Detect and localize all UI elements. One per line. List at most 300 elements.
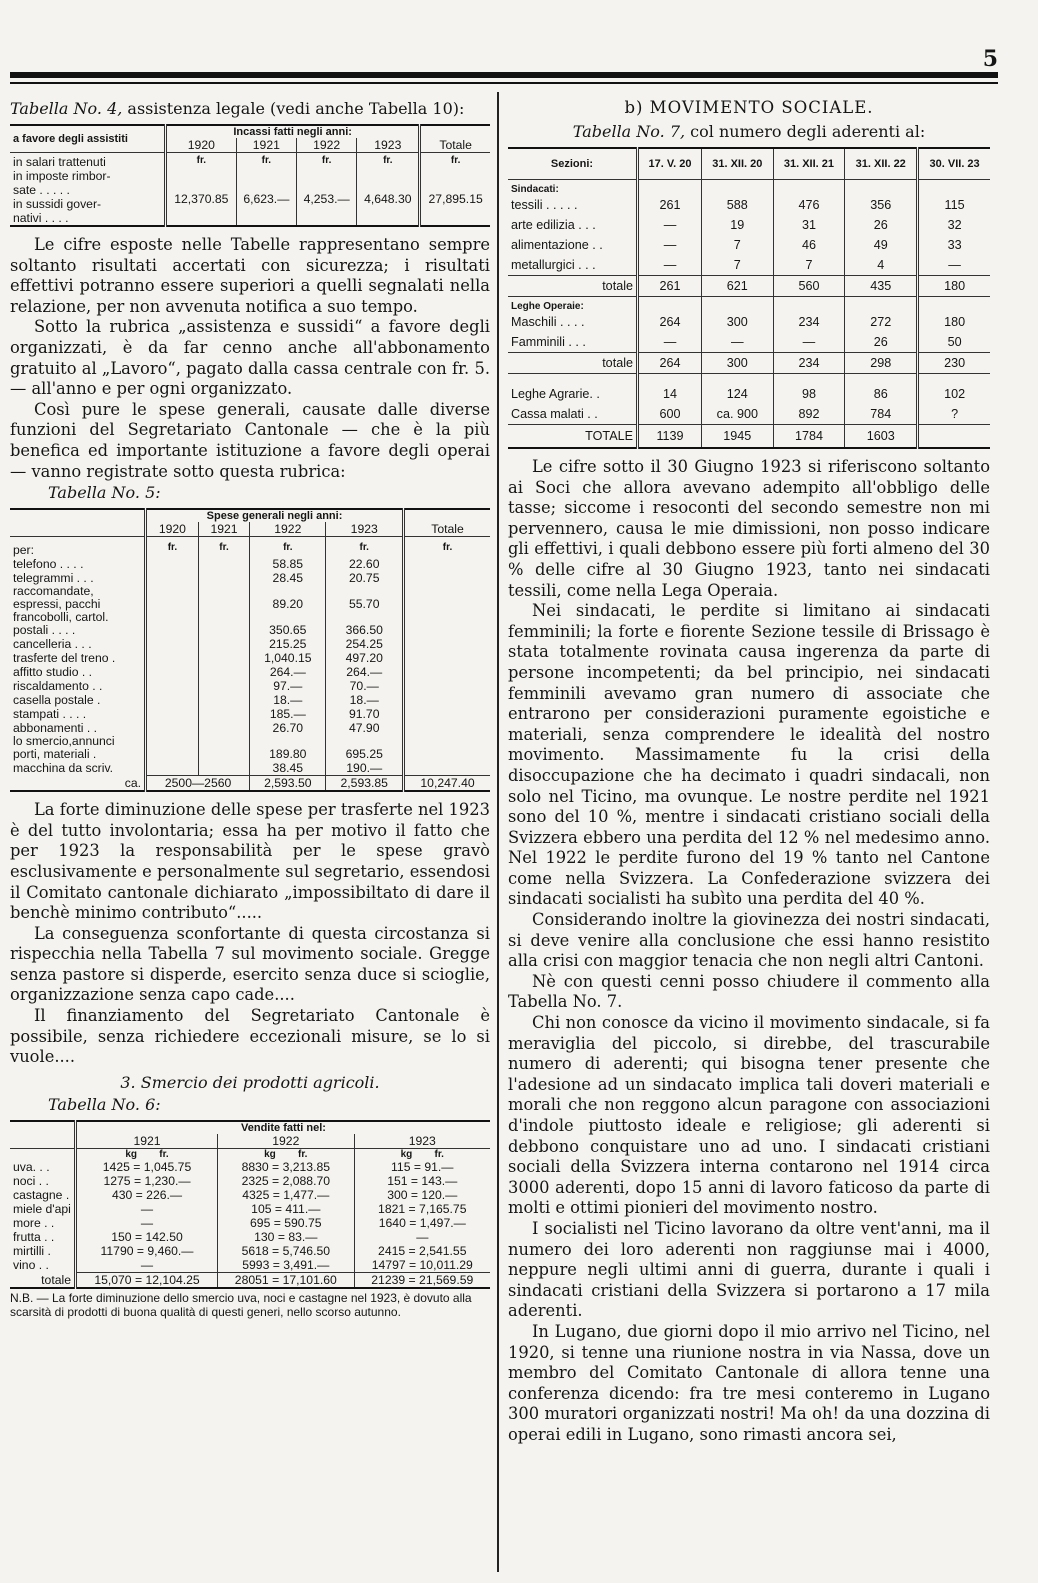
t5-cell — [198, 585, 249, 611]
t7-cell: 435 — [845, 276, 918, 297]
t5-cell: 22.60 — [326, 557, 404, 571]
t5-cell: 26.70 — [250, 721, 326, 735]
paragraph: Considerando inoltre la giovinezza dei nostri sindacati, si deve venire alla conclusione che essi hanno resistito alla crisi con maggior tenacia che non negli altri Cantoni. — [508, 910, 990, 971]
table-row — [10, 1188, 490, 1202]
t7-cell: 4 — [845, 255, 918, 276]
t5-cell — [146, 679, 199, 693]
t6-year: 1923 — [354, 1134, 490, 1149]
t5-total-cell: 2,593.85 — [326, 776, 404, 792]
t5-cell — [198, 707, 249, 721]
t7-cell: — — [773, 332, 845, 353]
t5-cell — [404, 557, 490, 571]
t5-cell: 70.— — [326, 679, 404, 693]
t6-cell: 300 = 120.— — [354, 1188, 490, 1202]
table-row — [10, 611, 490, 637]
t4-cell: fr. 4,648.30 — [357, 153, 420, 227]
paragraph: Le cifre esposte nelle Tabelle rappresentano sempre soltanto risultati accertati con sicurezza; i risultati effettivi potranno essere superiori a quelli segnalati nella relazione, per non avvenuta notifica a suo tempo. — [10, 235, 490, 316]
t7-cell: 50 — [918, 332, 990, 353]
t7-label: Cassa malati . . — [511, 407, 598, 421]
t7-cell: 180 — [918, 276, 990, 297]
table-row — [508, 384, 990, 404]
table7-caption: Tabella No. 7, col numero degli aderenti al: — [572, 122, 926, 141]
t4-label: in imposte rimbor- — [13, 169, 111, 183]
t5-cell — [404, 679, 490, 693]
t6-label: uva. . . — [13, 1159, 50, 1174]
t6-cell: 1640 = 1,497.— — [354, 1216, 490, 1230]
t6-cell: — — [354, 1230, 490, 1244]
t5-cell: 264.— — [250, 665, 326, 679]
t5-cell: 18.— — [326, 693, 404, 707]
t5-label — [10, 637, 146, 651]
table-row — [10, 637, 490, 651]
t5-cell — [198, 721, 249, 735]
t5-year: 1921 — [198, 522, 249, 537]
t6-cell: 105 = 411.— — [218, 1202, 355, 1216]
t7-cell: 33 — [918, 235, 990, 255]
t5-cell: 20.75 — [326, 571, 404, 585]
t5-cell: 97.— — [250, 679, 326, 693]
t7-cell: 32 — [918, 215, 990, 235]
t5-per: per: — [13, 543, 35, 558]
t7-cell: 234 — [773, 353, 845, 374]
t7-cell: 600 — [638, 404, 702, 425]
t5-cell: 1,040.15 — [250, 651, 326, 665]
t6-cell: 4325 = 1,477.— — [218, 1188, 355, 1202]
paragraph: Nè con questi cenni posso chiudere il commento alla Tabella No. 7. — [508, 971, 990, 1012]
t6-year: 1922 — [218, 1134, 355, 1149]
t5-label-line: raccomandate, — [13, 584, 94, 599]
t5-cell — [146, 707, 199, 721]
t5-total-cell: 2,593.50 — [250, 776, 326, 792]
t7-group-leghe: Leghe Operaie: — [508, 297, 638, 313]
t6-total-cell: 15,070 = 12,104.25 — [76, 1272, 218, 1288]
t4-year: 1922 — [297, 138, 357, 153]
t4-col-head: a favore degli assistiti — [10, 125, 166, 153]
t5-cell: 497.20 — [326, 651, 404, 665]
t7-cell: 234 — [773, 312, 845, 332]
t7-label: Leghe Agrarie. . — [511, 387, 600, 401]
t5-cell — [198, 637, 249, 651]
table-row — [10, 585, 490, 611]
t7-cell: 124 — [701, 384, 773, 404]
t7-cell: 264 — [638, 312, 702, 332]
t7-cell: 264 — [638, 353, 702, 374]
t7-cell: 98 — [773, 384, 845, 404]
t6-cell: 115 = 91.— — [354, 1160, 490, 1174]
t7-head: 31. XII. 22 — [845, 148, 918, 180]
t5-cell — [198, 679, 249, 693]
t4-group-head: Incassi fatti negli anni: — [166, 125, 420, 138]
t7-label: totale — [508, 276, 638, 297]
table6 — [10, 1120, 490, 1289]
t5-label-line: macchina da scriv. — [13, 760, 114, 775]
t5-label — [10, 735, 146, 761]
t5-label-line: postali . . . . — [13, 623, 76, 638]
t5-cell — [404, 585, 490, 611]
paragraph: Sotto la rubrica „assistenza e sussidi“ a favore degli organizzati, è da far cenno anche all'abbonamento gratuito al „Lavoro“, pagato dalla cassa centrale con fr. 5.— all'anno e per ogni organizzato. — [10, 317, 490, 399]
table5-caption: Tabella No. 5: — [48, 483, 161, 503]
t6-cell: — — [76, 1258, 218, 1273]
t4-label: in salari trattenuti — [13, 155, 106, 169]
t5-cell — [404, 571, 490, 585]
table6-caption: Tabella No. 6: — [48, 1094, 161, 1114]
t7-cell: 31 — [773, 215, 845, 235]
t6-cell: — — [76, 1216, 218, 1230]
table-row — [10, 1174, 490, 1188]
t7-cell: 230 — [918, 353, 990, 374]
t7-cell: 1603 — [845, 425, 918, 449]
t6-year: 1921 — [76, 1134, 218, 1149]
table-row — [10, 721, 490, 735]
t7-cell: 7 — [701, 235, 773, 255]
t7-cell: 261 — [638, 276, 702, 297]
t6-label: miele d'api — [13, 1201, 71, 1216]
t7-cell: 261 — [638, 195, 702, 215]
t5-year: 1923 — [326, 522, 404, 537]
paragraph: Le cifre sotto il 30 Giugno 1923 si riferiscono soltanto ai Soci che allora avevano adempito all'obbligo delle tasse; siccome i resoconti del secondo semestre non mi pervennero, causa le mie dimissioni, non posso indicare gli effettivi, i quali debbono essere più forti almeno del 30 % delle cifre al 30 Giugno 1923, tanto nei sindacati tessili, come nella Lega Operaia. — [508, 457, 990, 600]
t6-cell: 1275 = 1,230.— — [76, 1174, 218, 1188]
column-separator — [497, 92, 499, 1572]
t5-label — [10, 585, 146, 611]
t4-label: nativi . . . . — [13, 211, 69, 225]
t5-total-cell: 2500—2560 — [146, 776, 250, 792]
t7-cell: 102 — [918, 384, 990, 404]
t5-total-head: Totale — [404, 509, 490, 537]
t7-cell: ? — [918, 404, 990, 425]
paragraph: Il finanziamento del Segretariato Cantonale è possibile, senza richiedere eccezionali misure, se lo si vuole.... — [10, 1006, 490, 1067]
t5-cell — [404, 735, 490, 761]
t6-cell: 130 = 83.— — [218, 1230, 355, 1244]
t5-unit: fr. — [198, 537, 249, 558]
t7-cell: — — [638, 255, 702, 276]
t7-cell: 1945 — [701, 425, 773, 449]
t7-label: Maschili . . . . — [511, 315, 585, 329]
t7-cell: 115 — [918, 195, 990, 215]
table4-caption: Tabella No. 4, assistenza legale (vedi anche Tabella 10): — [10, 99, 465, 118]
t5-cell: 185.— — [250, 707, 326, 721]
left-column — [10, 98, 490, 1319]
t7-label: TOTALE — [508, 425, 638, 449]
t5-cell: 190.— — [326, 761, 404, 776]
t7-head: 31. XII. 21 — [773, 148, 845, 180]
t7-cell: 272 — [845, 312, 918, 332]
t7-cell: — — [701, 332, 773, 353]
t7-cell: 621 — [701, 276, 773, 297]
t5-label — [10, 721, 146, 735]
t5-label — [10, 761, 146, 776]
paragraph: Chi non conosce da vicino il movimento sindacale, si fa meraviglia del piccolo, si direbbe, del trascurabile numero di aderenti; qui bisogna tener presente che l'adesione ad un sindacato implica tali doveri materiali e morali che non reggono alcun paragone con associazioni d'indole piuttosto ideale e religiose; gli aderenti si debbono conquistare uno ad uno. I sindacati cristiani sociali della Svizzera interna contarono nel 1914 circa 3000 aderenti, dopo 15 anni di lavoro faticoso da parte di molti e ottimi pionieri del movimento nostro. — [508, 1013, 990, 1218]
t7-cell: 26 — [845, 215, 918, 235]
table4 — [10, 124, 490, 227]
table-row — [10, 693, 490, 707]
t5-cell: 89.20 — [250, 585, 326, 611]
t6-group-head: Vendite fatti nel: — [76, 1121, 491, 1134]
header-rule — [10, 72, 998, 78]
t5-cell — [198, 651, 249, 665]
t5-cell: 18.— — [250, 693, 326, 707]
t7-cell: 560 — [773, 276, 845, 297]
t6-cell: 150 = 142.50 — [76, 1230, 218, 1244]
t5-label — [10, 557, 146, 571]
t5-cell — [404, 651, 490, 665]
table-row — [508, 312, 990, 332]
t5-unit: fr. — [326, 537, 404, 558]
t7-cell: 7 — [773, 255, 845, 276]
t5-cell: 189.80 — [250, 735, 326, 761]
t5-cell — [146, 693, 199, 707]
t7-cell: 476 — [773, 195, 845, 215]
paragraph: La forte diminuzione delle spese per trasferte nel 1923 è del tutto involontaria; essa ha per motivo il fatto che per 1923 la responsabilità per le spese gravò esclusivamente e personalmente sul segretario, essendosi il Comitato cantonale dichiarato „impossibiltato di dare il benchè minimo contributo“..... — [10, 800, 491, 923]
table-row — [10, 707, 490, 721]
t5-cell: 47.90 — [326, 721, 404, 735]
t6-total-label: totale — [41, 1272, 71, 1287]
t5-label — [10, 707, 146, 721]
t5-label-line: affitto studio . . — [13, 664, 93, 679]
t6-units: kg fr. — [354, 1148, 490, 1160]
paragraph: Nei sindacati, le perdite si limitano ai sindacati femminili; la forte e fiorente Sezione tessile di Brissago è stata totalmente rovinata causa ingerenza da parte di persone incompetenti; da bel principio, nei sindacati femminili avevamo gran numero di associate che entrarono per considerazioni puramente egoistiche e materiali, senza comprendere le idealità del nostro movimento. Massimamente fu la crisi della disoccupazione che ha decimato i quadri sindacali, non solo nel Ticino, ma ovunque. Le nostre perdite nel 1921 sono del 10 %, mentre i sindacati cristiano sociali della Svizzera ebbero una perdita del 12 % nel medesimo anno. Nel 1922 le perdite furono del 19 % tanto nel Cantone come nella Svizzera. La Confederazione svizzera dei sindacati socialisti ha subìto una perdita del 40 %. — [508, 601, 990, 909]
t6-units: kg fr. — [218, 1148, 355, 1160]
t6-cell: 2415 = 2,541.55 — [354, 1244, 490, 1258]
t5-cell — [198, 693, 249, 707]
table-row — [10, 665, 490, 679]
t5-cell: 695.25 — [326, 735, 404, 761]
table-row — [10, 1202, 490, 1216]
t7-cell: 892 — [773, 404, 845, 425]
t5-cell — [146, 611, 199, 637]
t7-cell: — — [638, 235, 702, 255]
header-rule-thin — [10, 82, 998, 84]
t7-cell: 300 — [701, 312, 773, 332]
table-row — [10, 679, 490, 693]
t5-cell: 28.45 — [250, 571, 326, 585]
t4-cell: fr. 27,895.15 — [420, 153, 490, 227]
t5-label-line: cancelleria . . . — [13, 636, 92, 651]
t7-cell: 1139 — [638, 425, 702, 449]
t4-year: 1921 — [236, 138, 296, 153]
t5-label-line: stampati . . . . — [13, 706, 87, 721]
t5-total-label: ca. — [124, 775, 141, 790]
t7-cell: 46 — [773, 235, 845, 255]
t7-head: 30. VII. 23 — [918, 148, 990, 180]
t6-cell: 2325 = 2,088.70 — [218, 1174, 355, 1188]
table-row — [508, 215, 990, 235]
t6-label: castagne . — [13, 1187, 70, 1202]
table-row — [508, 276, 990, 297]
t7-cell — [918, 425, 990, 449]
t5-label-line: espressi, pacchi — [13, 597, 101, 612]
t5-cell: 38.45 — [250, 761, 326, 776]
t4-year: 1923 — [357, 138, 420, 153]
t5-label — [10, 693, 146, 707]
t7-cell: ca. 900 — [701, 404, 773, 425]
t6-label: mirtilli . — [13, 1243, 51, 1258]
table-row — [508, 255, 990, 276]
table-row — [10, 1216, 490, 1230]
table-row — [10, 651, 490, 665]
t5-cell — [146, 637, 199, 651]
t7-head: 17. V. 20 — [638, 148, 702, 180]
t5-label-line: porti, materiali . — [13, 747, 97, 762]
t5-year: 1920 — [146, 522, 199, 537]
t4-label: sate . . . . . — [13, 183, 70, 197]
table-row — [10, 761, 490, 776]
t6-total-cell: 28051 = 17,101.60 — [218, 1272, 355, 1288]
t6-cell: 8830 = 3,213.85 — [218, 1160, 355, 1174]
table-row — [508, 404, 990, 425]
table-row — [10, 1258, 490, 1273]
t5-cell: 55.70 — [326, 585, 404, 611]
t5-label — [10, 571, 146, 585]
t7-cell: 7 — [701, 255, 773, 276]
t4-cell: fr. 12,370.85 — [166, 153, 237, 227]
t6-label: frutta . . — [13, 1229, 55, 1244]
t5-label-line: riscaldamento . . — [13, 678, 103, 693]
t6-cell: 1425 = 1,045.75 — [76, 1160, 218, 1174]
t5-label — [10, 665, 146, 679]
t5-label-line: telefono . . . . — [13, 556, 84, 571]
page-number: 5 — [982, 46, 998, 72]
section-title: b) MOVIMENTO SOCIALE. — [624, 98, 874, 117]
t5-label-line: trasferte del treno . — [13, 650, 116, 665]
t7-cell: 180 — [918, 312, 990, 332]
t4-year: 1920 — [166, 138, 237, 153]
t7-group-sindacati: Sindacati: — [511, 184, 559, 195]
table-row — [508, 332, 990, 353]
t5-cell — [404, 665, 490, 679]
paragraph: I socialisti nel Ticino lavorano da oltre vent'anni, ma il numero dei loro aderenti non raggiunse mai i 4000, neppure negli ultimi anni di guerra, durante i quali i sindacati cristiani della Svizzera si portarono a 17 mila aderenti. — [508, 1218, 990, 1321]
t5-cell: 264.— — [326, 665, 404, 679]
t5-label-line: francobolli, cartol. — [13, 610, 109, 625]
t5-cell — [404, 721, 490, 735]
t5-year: 1922 — [250, 522, 326, 537]
t5-total-cell: 10,247.40 — [404, 776, 490, 792]
t5-label — [10, 679, 146, 693]
t6-label: vino . . — [13, 1258, 49, 1273]
t5-cell: 254.25 — [326, 637, 404, 651]
t5-cell — [146, 721, 199, 735]
t4-cell: fr. 4,253.— — [297, 153, 357, 227]
right-text — [508, 457, 990, 1446]
paragraph: Così pure le spese generali, causate dalle diverse funzioni del Segretariato Cantonale — che è la più benefica ed importante istituzione a favore degli operai — vanno registrate sotto questa rubrica: — [10, 399, 490, 481]
t5-cell: 91.70 — [326, 707, 404, 721]
table-row — [10, 571, 490, 585]
paragraph: La conseguenza sconfortante di questa circostanza si rispecchia nella Tabella 7 sul movimento sociale. Gregge senza pastore si disperde, esercito senza duce si scioglie, organizzazione senza capo cade.... — [10, 923, 490, 1005]
table-row — [10, 735, 490, 761]
table5 — [10, 508, 490, 792]
t6-units: kg fr. — [76, 1148, 218, 1160]
t7-cell: 19 — [701, 215, 773, 235]
t5-label-line: abbonamenti . . — [13, 720, 98, 735]
t5-cell — [404, 637, 490, 651]
t5-label-line: casella postale . — [13, 692, 101, 707]
t6-cell: 11790 = 9,460.— — [76, 1244, 218, 1258]
t6-cell: 14797 = 10,011.29 — [354, 1258, 490, 1273]
t5-cell — [404, 611, 490, 637]
t7-label: Famminili . . . — [511, 335, 586, 349]
t7-cell: — — [918, 255, 990, 276]
t7-cell: 1784 — [773, 425, 845, 449]
t7-label: tessili . . . . . — [511, 198, 578, 212]
t5-cell — [198, 557, 249, 571]
t7-head: 31. XII. 20 — [701, 148, 773, 180]
t5-unit: fr. — [250, 537, 326, 558]
t6-label: noci . . — [13, 1173, 49, 1188]
t4-total-head: Totale — [420, 125, 490, 153]
t5-cell — [198, 571, 249, 585]
t7-label: alimentazione . . — [511, 238, 603, 252]
t5-cell — [404, 693, 490, 707]
t6-cell: 430 = 226.— — [76, 1188, 218, 1202]
t5-group-head: Spese generali negli anni: — [146, 509, 404, 522]
t5-label-line: lo smercio,annunci — [13, 734, 115, 749]
t5-cell: 58.85 — [250, 557, 326, 571]
paragraph: In Lugano, due giorni dopo il mio arrivo nel Ticino, nel 1920, si tenne una riunione nostra in via Nassa, dove un membro del Comitato Cantonale di allora tenne una conferenza dicendo: fra tre mesi conteremo in Lugano 300 muratori organizzati nostri! Ma oh! da una dozzina di operai edili in Lugano, sono rimasti ancora sei, — [508, 1321, 990, 1444]
t5-cell — [146, 665, 199, 679]
t5-label-line: telegrammi . . . — [13, 570, 94, 585]
t6-total-cell: 21239 = 21,569.59 — [354, 1272, 490, 1288]
table-row — [10, 1230, 490, 1244]
table-row — [10, 1160, 490, 1174]
t5-unit: fr. — [146, 537, 199, 558]
t6-cell: 5618 = 5,746.50 — [218, 1244, 355, 1258]
table-row — [10, 1244, 490, 1258]
t7-head: Sezioni: — [508, 148, 638, 180]
t6-cell: — — [76, 1202, 218, 1216]
t5-cell — [198, 611, 249, 637]
t5-cell — [146, 585, 199, 611]
table7 — [508, 147, 990, 449]
t7-cell: 356 — [845, 195, 918, 215]
t7-cell: 298 — [845, 353, 918, 374]
t7-cell: — — [638, 332, 702, 353]
t5-unit: fr. — [404, 537, 490, 558]
t4-cell: fr. 6,623.— — [236, 153, 296, 227]
t6-cell: 695 = 590.75 — [218, 1216, 355, 1230]
t7-cell: 49 — [845, 235, 918, 255]
t5-cell — [198, 735, 249, 761]
table-row — [508, 425, 990, 449]
t4-label: in sussidi gover- — [13, 197, 102, 211]
table-row — [508, 353, 990, 374]
section3-heading: 3. Smercio dei prodotti agricoli. — [120, 1072, 380, 1092]
t7-label: arte edilizia . . . — [511, 218, 596, 232]
t4-row-labels — [10, 153, 166, 227]
footnote: N.B. — La forte diminuzione dello smercio uva, noci e castagne nel 1923, è dovuto alla scarsità di prodotti di buona qualità di questi generi, nello scorso autunno. — [10, 1290, 472, 1319]
t6-cell: 151 = 143.— — [354, 1174, 490, 1188]
t5-cell: 215.25 — [250, 637, 326, 651]
t7-cell: 26 — [845, 332, 918, 353]
t5-cell — [146, 761, 199, 776]
t7-cell: 14 — [638, 384, 702, 404]
t7-label: metallurgici . . . — [511, 258, 596, 272]
t7-cell: 588 — [701, 195, 773, 215]
t5-cell — [404, 707, 490, 721]
t7-cell: 300 — [701, 353, 773, 374]
table-row — [10, 557, 490, 571]
t7-cell: 784 — [845, 404, 918, 425]
t5-label — [10, 651, 146, 665]
table-row — [508, 235, 990, 255]
table-row — [508, 195, 990, 215]
right-column — [508, 98, 990, 1446]
t5-cell — [198, 761, 249, 776]
t5-cell: 366.50 — [326, 611, 404, 637]
t6-label: more . . — [13, 1215, 55, 1230]
t6-cell: 5993 = 3,491.— — [218, 1258, 355, 1273]
t5-cell — [146, 735, 199, 761]
t7-label: totale — [508, 353, 638, 374]
t6-cell: 1821 = 7,165.75 — [354, 1202, 490, 1216]
